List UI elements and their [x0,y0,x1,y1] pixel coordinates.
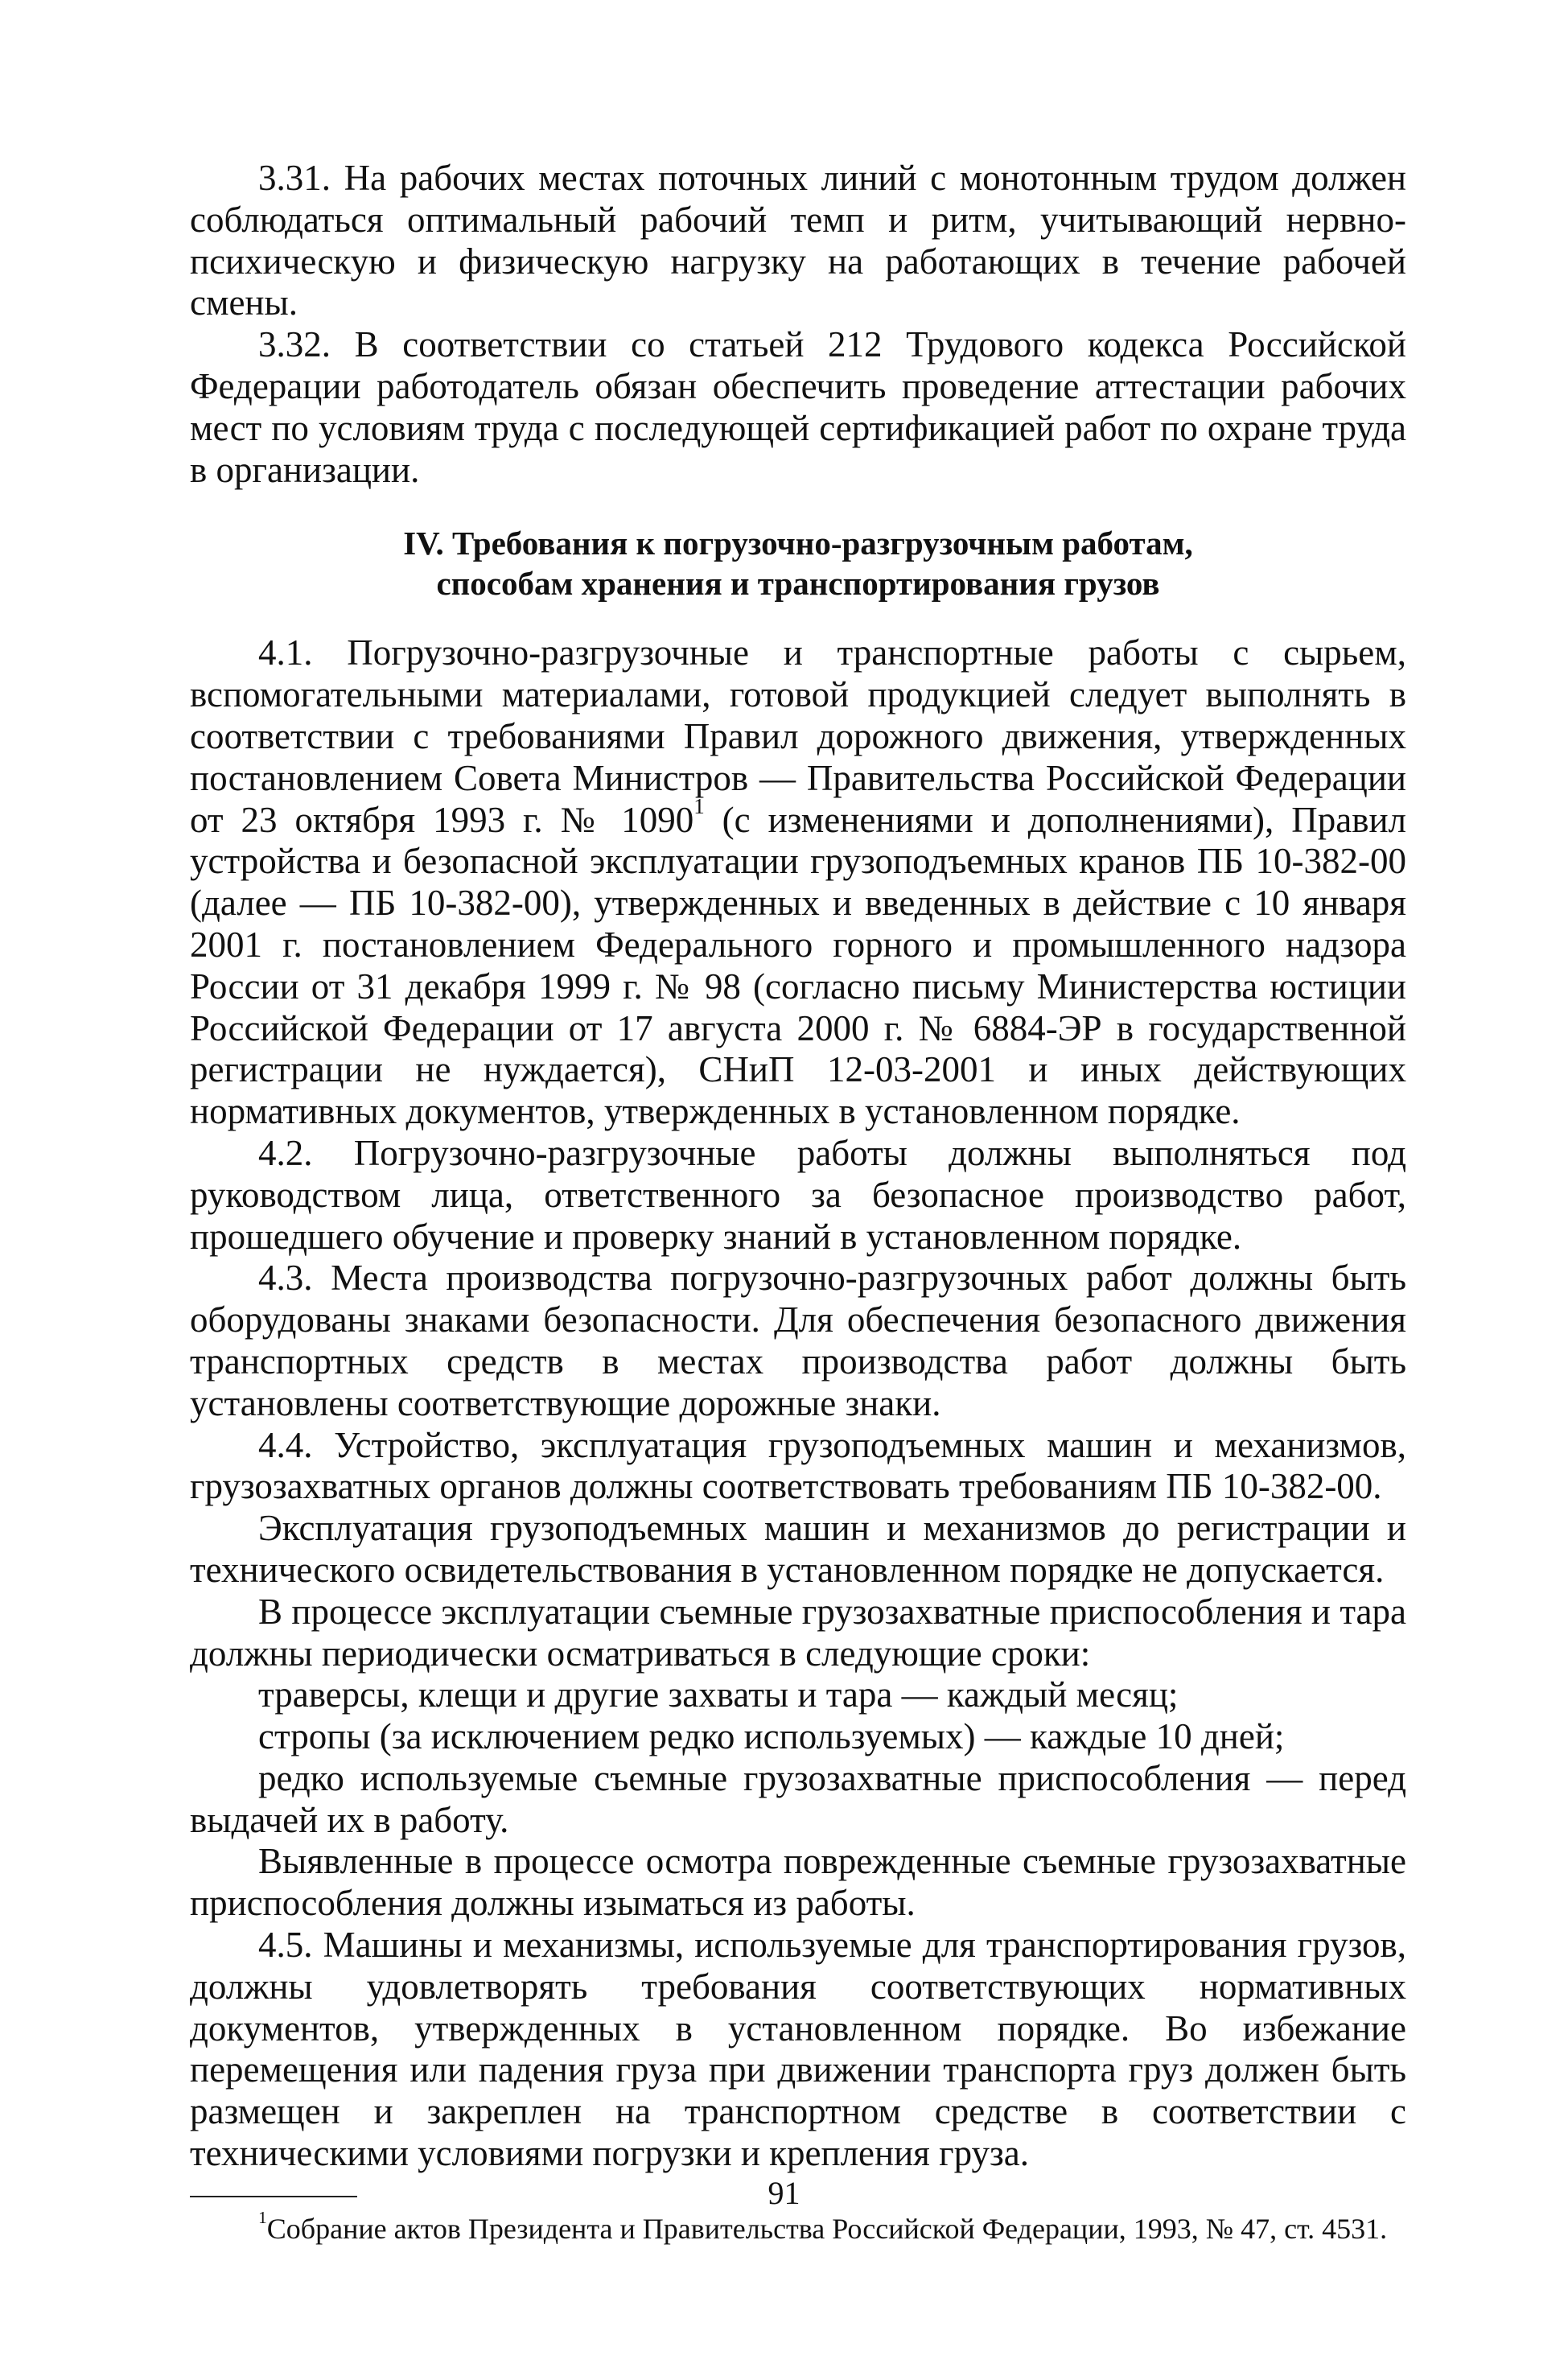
section-heading-line-2: способам хранения и транспортирования грузов [436,565,1160,603]
footnote [190,2208,1406,2246]
paragraph-4-1 [190,632,1406,1133]
paragraph-operation: Эксплуатация грузоподъемных машин и механизмов до регистрации и технического освидетельствования в установленном порядке не допускается. [190,1508,1406,1590]
section-heading [190,523,1406,603]
paragraph-4-2: 4.2. Погрузочно-разгрузочные работы должны выполняться под руководством лица, ответственного за безопасное производство работ, прошедшего обучение и проверку знаний в установленном порядке. [190,1132,1406,1257]
list-item-slings: стропы (за исключением редко используемых) — каждые 10 дней; [258,1716,1285,1757]
list-item-traverses: траверсы, клещи и другие захваты и тара — каждый месяц; [258,1674,1179,1715]
paragraph-4-1-text-a: 4.1. Погрузочно-разгрузочные и транспортные работы с сырьем, вспомогательными материалами, готовой продукцией следует выполнять в соответствии с требованиями Правил дорожного движения, утвержденных постановлением Совета Министров — Правительства Российской Федерации от 23 октября 1993 г. № 1090 [190,632,1406,840]
paragraph-damaged: Выявленные в процессе осмотра поврежденные съемные грузозахватные приспособления должны изыматься из работы. [190,1841,1406,1924]
paragraph-3-31: 3.31. На рабочих местах поточных линий с монотонным трудом должен соблюдаться оптимальный рабочий темп и ритм, учитывающий нервно-психическую и физическую нагрузку на работающих в течение рабочей смены. [190,158,1406,323]
footnote-text: Собрание актов Президента и Правительства Российской Федерации, 1993, № 47, ст. 4531. [266,2212,1388,2245]
section-heading-line-1: IV. Требования к погрузочно-разгрузочным работам, [403,525,1193,562]
footnote-ref: 1 [693,793,705,818]
page-number: 91 [768,2175,800,2211]
document-page [190,158,1406,2246]
list-item-rare-devices: редко используемые съемные грузозахватные приспособления — перед выдачей их в работу. [190,1757,1406,1840]
paragraph-4-1-text-b: (с изменениями и дополнениями), Правил устройства и безопасной эксплуатации грузоподъемных кранов ПБ 10-382-00 (далее — ПБ 10-382-00), утвержденных и введенных в действие с 10 января 2001 г. постановлением Федерального горного и промышленного надзора России от 31 декабря 1999 г. № 98 (согласно письму Министерства юстиции Российской Федерации от 17 августа 2000 г. № 6884-ЭР в государственной регистрации не нуждается), СНиП 12-03-2001 и иных действующих нормативных документов, утвержденных в установленном порядке. [190,799,1406,1132]
paragraph-4-3: 4.3. Места производства погрузочно-разгрузочных работ должны быть оборудованы знаками безопасности. Для обеспечения безопасного движения транспортных средств в местах производства работ должны быть установлены соответствующие дорожные знаки. [190,1258,1406,1423]
paragraph-4-4: 4.4. Устройство, эксплуатация грузоподъемных машин и механизмов, грузозахватных органов должны соответствовать требованиям ПБ 10-382-00. [190,1424,1406,1507]
paragraph-inspection: В процессе эксплуатации съемные грузозахватные приспособления и тара должны периодически осматриваться в следующие сроки: [190,1591,1406,1674]
paragraph-4-5: 4.5. Машины и механизмы, используемые для транспортирования грузов, должны удовлетворять требования соответствующих нормативных документов, утвержденных в установленном порядке. Во избежание перемещения или падения груза при движении транспорта груз должен быть размещен и закреплен на транспортном средстве в соответствии с техническими условиями погрузки и крепления груза. [190,1925,1406,2174]
paragraph-3-32: 3.32. В соответствии со статьей 212 Трудового кодекса Российской Федерации работодатель обязан обеспечить проведение аттестации рабочих мест по условиям труда с последующей сертификацией работ по охране труда в организации. [190,324,1406,490]
footnote-marker: 1 [258,2208,267,2228]
